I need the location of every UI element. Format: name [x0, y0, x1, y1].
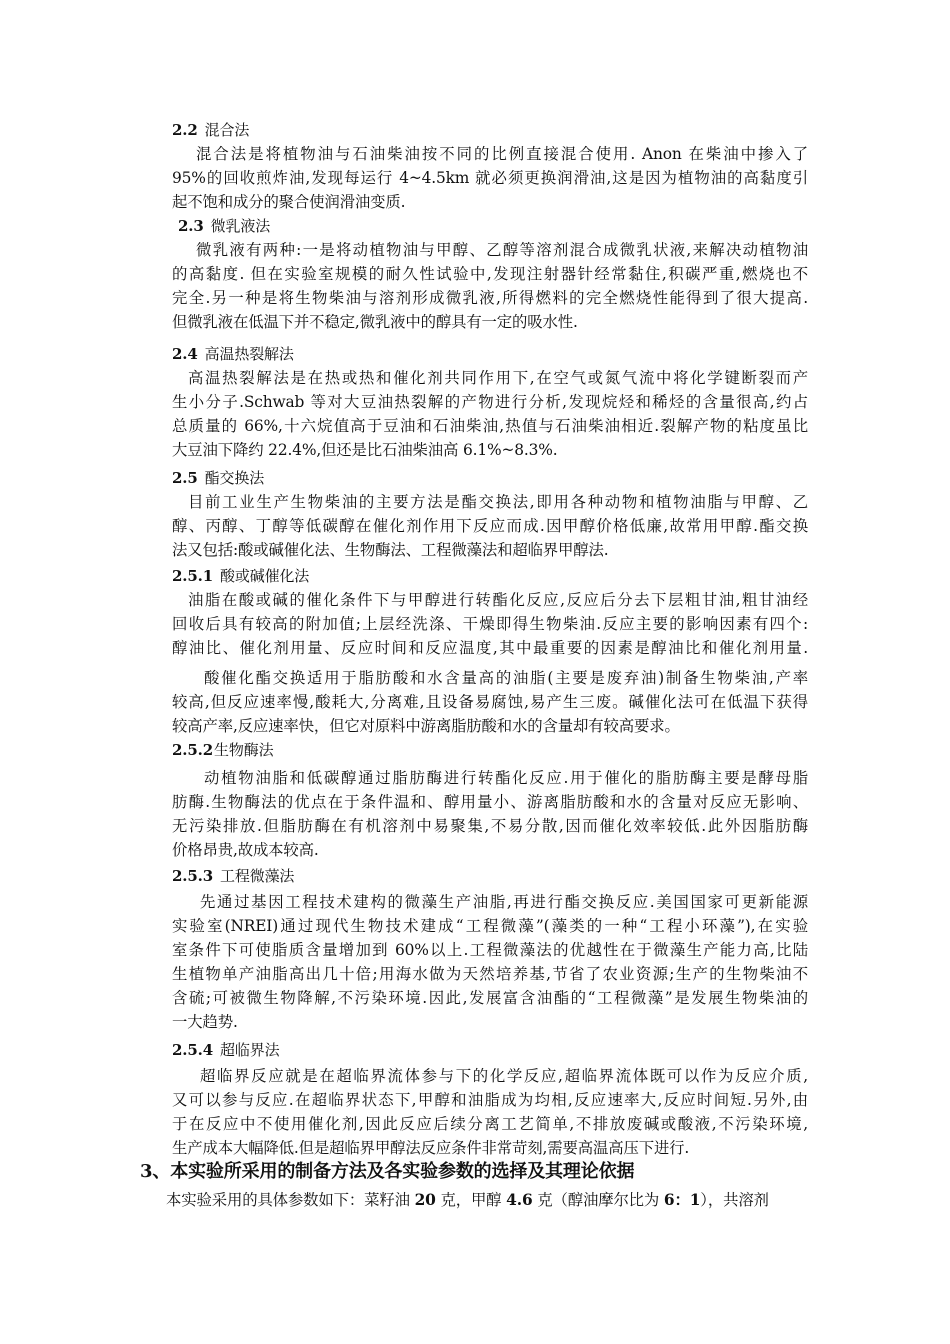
paragraph-line: 目前工业生产生物柴油的主要方法是酯交换法,即用各种动物和植物油脂与甲醇、乙	[188, 493, 808, 511]
paragraph-line: 醇油比、催化剂用量、反应时间和反应温度,其中最重要的因素是醇油比和催化剂用量.	[172, 639, 808, 657]
paragraph-line: 超临界反应就是在超临界流体参与下的化学反应,超临界流体既可以作为反应介质,	[200, 1067, 808, 1085]
section-number: 2.2	[172, 121, 198, 139]
paragraph-line	[166, 1188, 808, 1212]
paragraph-line: 回收后具有较高的附加值;上层经洗涤、干燥即得生物柴油.反应主要的影响因素有四个:	[172, 615, 808, 633]
section-number: 2.4	[172, 345, 198, 363]
heading-2-5-4	[172, 1038, 808, 1062]
paragraph-line: 完全.另一种是将生物柴油与溶剂形成微乳液,所得燃料的完全燃烧性能得到了很大提高.	[172, 289, 808, 307]
section-title: 酸或碱催化法	[220, 567, 310, 585]
section-title: 微乳液法	[210, 217, 271, 235]
paragraph-line: 大豆油下降约 22.4%,但还是比石油柴油高 6.1%~8.3%.	[172, 441, 558, 459]
paragraph-line: 较高产率,反应速率快，但它对原料中游离脂肪酸和水的含量却有较高要求。	[172, 717, 680, 735]
methanol-mass-value: 4.6	[506, 1191, 533, 1209]
paragraph-line: 醇、丙醇、丁醇等低碳醇在催化剂作用下反应而成.因甲醇价格低廉,故常用甲醇.酯交换	[172, 517, 808, 535]
paragraph-line: 又可以参与反应.在超临界状态下,甲醇和油脂成为均相,反应速率大,反应时间短.另外,由	[172, 1091, 808, 1109]
text-run: 克（醇油摩尔比为	[532, 1191, 664, 1209]
paragraph-line: 微乳液有两种:一是将动植物油与甲醇、乙醇等溶剂混合成微乳状液,来解决动植物油	[196, 241, 808, 259]
section-number: 2.5.4	[172, 1041, 214, 1059]
heading-2-5-3	[172, 864, 808, 888]
section-number: 2.5.3	[172, 867, 214, 885]
text-run: 克，甲醇	[435, 1191, 507, 1209]
section-title: 高温热裂解法	[204, 345, 294, 363]
paragraph-line: 价格昂贵,故成本较高.	[172, 841, 319, 859]
paragraph-line: 一大趋势.	[172, 1013, 238, 1031]
paragraph-line: 起不饱和成分的聚合使润滑油变质.	[172, 193, 406, 211]
paragraph-line: 实验室(NREI)通过现代生物技术建成“工程微藻”(藻类的一种“工程小环藻”),在实验	[172, 917, 808, 935]
paragraph-line: 的高黏度. 但在实验室规模的耐久性试验中,发现注射器针经常黏住,积碳严重,燃烧也不	[172, 265, 808, 283]
paragraph-line: 高温热裂解法是在热或热和催化剂共同作用下,在空气或氮气流中将化学键断裂而产	[188, 369, 808, 387]
section-number: 2.3	[178, 217, 204, 235]
paragraph-line: 法又包括:酸或碱催化法、生物酶法、工程微藻法和超临界甲醇法.	[172, 541, 609, 559]
paragraph-line: 无污染排放.但脂肪酶在有机溶剂中易聚集,不易分散,因而催化效率较低.此外因脂肪酶	[172, 817, 808, 835]
paragraph-line: 生小分子.Schwab 等对大豆油热裂解的产物进行分析,发现烷烃和稀烃的含量很高,约占	[172, 393, 808, 411]
heading-2-4	[172, 342, 808, 366]
paragraph-line: 肪酶.生物酶法的优点在于条件温和、醇用量小、游离脂肪酸和水的含量对反应无影响、	[172, 793, 808, 811]
section-title: 超临界法	[220, 1041, 280, 1059]
paragraph-line: 先通过基因工程技术建构的微藻生产油脂,再进行酯交换反应.美国国家可更新能源	[200, 893, 808, 911]
paragraph-line: 酸催化酯交换适用于脂肪酸和水含量高的油脂(主要是废弃油)制备生物柴油,产率	[204, 669, 808, 687]
paragraph-line: 含硫;可被微生物降解,不污染环境.因此,发展富含油酯的“工程微藻”是发展生物柴油的	[172, 989, 808, 1007]
heading-3: 3、本实验所采用的制备方法及各实验参数的选择及其理论依据	[140, 1161, 635, 1182]
section-number: 2.5.1	[172, 567, 214, 585]
paragraph-line: 室条件下可使脂质含量增加到 60%以上.工程微藻法的优越性在于微藻生产能力高,比陆	[172, 941, 808, 959]
paragraph-line: 混合法是将植物油与石油柴油按不同的比例直接混合使用. Anon 在柴油中掺入了	[196, 145, 808, 163]
heading-2-5-1	[172, 564, 808, 588]
section-number: 2.5	[172, 469, 198, 487]
heading-2-5	[172, 466, 808, 490]
ratio-colon: ：	[674, 1191, 690, 1209]
section-title: 工程微藻法	[220, 867, 295, 885]
heading-2-2	[172, 118, 808, 142]
molar-ratio-value: 1	[689, 1191, 701, 1209]
paragraph-line: 95%的回收煎炸油,发现每运行 4~4.5km 就必须更换润滑油,这是因为植物油的高黏度引	[172, 169, 808, 187]
paragraph-line: 生产成本大幅降低.但是超临界甲醇法反应条件非常苛刻,需要高温高压下进行.	[172, 1139, 690, 1157]
text-run: 本实验采用的具体参数如下：菜籽油	[166, 1191, 415, 1209]
molar-ratio-value: 6	[663, 1191, 675, 1209]
oil-mass-value: 20	[414, 1191, 436, 1209]
paragraph-line: 生植物单产油脂高出几十倍;用海水做为天然培养基,节省了农业资源;生产的生物柴油不	[172, 965, 808, 983]
heading-2-3	[178, 214, 814, 238]
section-title: 生物酶法	[214, 741, 274, 759]
paragraph-line: 动植物油脂和低碳醇通过脂肪酶进行转酯化反应.用于催化的脂肪酶主要是酵母脂	[204, 769, 808, 787]
section-title: 酯交换法	[204, 469, 265, 487]
paragraph-line: 较高,但反应速率慢,酸耗大,分离难,且设备易腐蚀,易产生三废。碱催化法可在低温下获得	[172, 693, 808, 711]
paragraph-line: 油脂在酸或碱的催化条件下与甲醇进行转酯化反应,反应后分去下层粗甘油,粗甘油经	[188, 591, 808, 609]
paragraph-line: 但微乳液在低温下并不稳定,微乳液中的醇具有一定的吸水性.	[172, 313, 578, 331]
text-run: ），共溶剂	[700, 1191, 769, 1209]
paragraph-line: 总质量的 66%,十六烷值高于豆油和石油柴油,热值与石油柴油相近.裂解产物的粘度虽比	[172, 417, 808, 435]
section-title: 混合法	[204, 121, 250, 139]
paragraph-line: 于在反应中不使用催化剂,因此反应后续分离工艺简单,不排放废碱或酸液,不污染环境,	[172, 1115, 808, 1133]
section-number: 2.5.2	[172, 741, 214, 759]
heading-2-5-2	[172, 738, 808, 762]
